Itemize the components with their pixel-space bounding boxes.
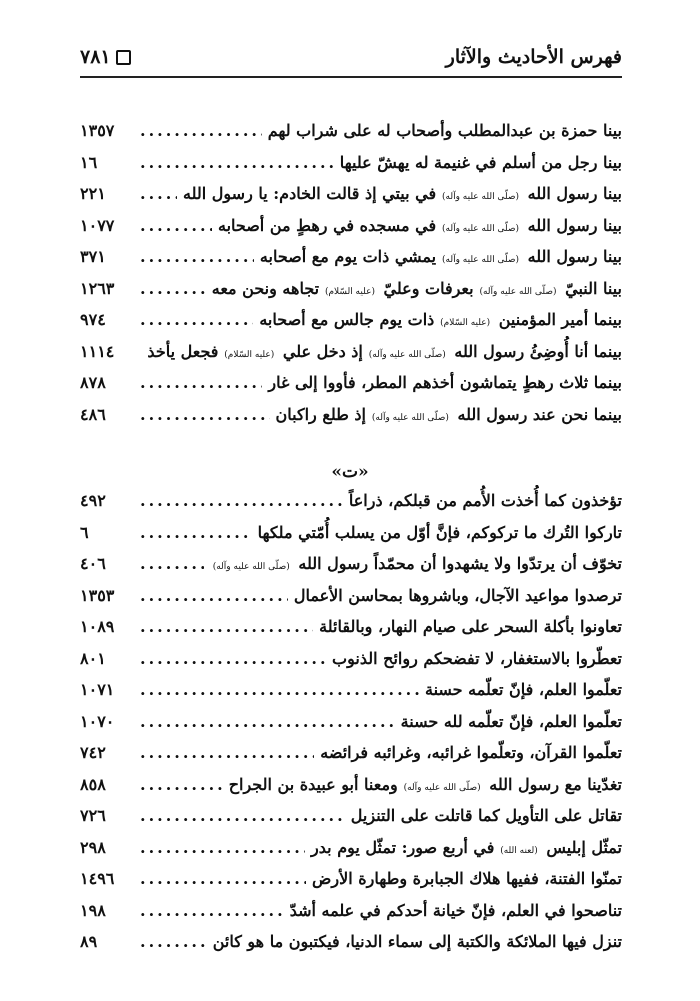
- entry-page-number: ٧٢٦: [80, 806, 106, 826]
- dot-leader: [140, 310, 253, 329]
- dot-leader: [140, 586, 288, 605]
- entry-page-number: ٨٧٨: [80, 373, 106, 393]
- entry-segment: إذ دخل علي: [277, 341, 363, 361]
- index-entry: [80, 210, 622, 242]
- entry-text: [311, 838, 622, 857]
- page-number: [80, 46, 131, 68]
- entry-segment: تاركوا التُرك ما تركوكم، فإنَّ أوّل من يسلب أُمّتي ملكها: [257, 522, 622, 542]
- entry-segment: في بيتي إذ قالت الخادم: يا رسول الله: [183, 184, 437, 204]
- entry-segment: يمشي ذات يوم مع أصحابه: [259, 247, 437, 267]
- entry-segment: ترصدوا مواعيد الآجال، وباشروها بمحاسن الأعمال: [293, 585, 622, 605]
- index-list-b: [80, 115, 622, 430]
- entry-page-number: ٤٩٢: [80, 491, 106, 511]
- entry-segment: تجاهه ونحن معه: [211, 278, 320, 298]
- entry-page-number: ١٠٧١: [80, 680, 115, 700]
- dot-leader: [140, 838, 305, 857]
- page-header: [80, 44, 622, 74]
- entry-segment: في مسجده في رهطٍ من أصحابه: [217, 215, 437, 235]
- honorific: (لعنه الله): [497, 845, 538, 856]
- entry-page-number: ٢٩٨: [80, 837, 106, 857]
- entry-text: [268, 373, 622, 392]
- honorific: (صلّى الله عليه وآله): [439, 255, 520, 266]
- dot-leader: [140, 680, 419, 699]
- index-entry: [80, 147, 622, 179]
- entry-segment: تعلّموا القرآن، وتعلّموا غرائبه، وغرائبه فرائضه: [320, 743, 622, 763]
- dot-leader: [140, 491, 343, 510]
- index-entry: [80, 485, 622, 517]
- index-entry: [80, 737, 622, 769]
- honorific: (صلّى الله عليه وآله): [400, 782, 481, 793]
- entry-page-number: ٨٩: [80, 932, 98, 952]
- entry-text: [147, 342, 622, 361]
- honorific: (صلّى الله عليه وآله): [439, 223, 520, 234]
- entry-text: [258, 523, 622, 542]
- dot-leader: [140, 617, 313, 636]
- entry-page-number: ١٤٩٦: [80, 869, 115, 889]
- entry-segment: بينا رجل من أسلم في غنيمة له يهشّ عليها: [339, 152, 622, 172]
- entry-segment: تؤخذون كما أُخذت الأُمم من قبلكم، ذراعاً: [348, 491, 622, 511]
- entry-page-number: ١٠٧٠: [80, 711, 115, 731]
- index-entry: [80, 706, 622, 738]
- entry-segment: تناصحوا في العلم، فإنّ خيانة أحدكم في علمه أشدّ: [289, 900, 622, 920]
- entry-text: [276, 405, 623, 424]
- entry-text: [349, 491, 622, 510]
- index-entry: [80, 241, 622, 273]
- dot-leader: [140, 247, 254, 266]
- entry-segment: بينا رسول الله: [522, 247, 622, 267]
- dot-leader: [140, 775, 223, 794]
- index-entry: [80, 863, 622, 895]
- entry-page-number: ٦: [80, 522, 89, 542]
- index-entry: [80, 769, 622, 801]
- index-entry: [80, 611, 622, 643]
- entry-segment: بعرفات وعليّ: [377, 278, 474, 298]
- honorific: (عليه السّلام): [221, 349, 275, 360]
- entry-segment: بينما ثلاث رهطٍ يتماشون أخذهم المطر، فأووا إلى غار: [268, 373, 622, 393]
- honorific: (عليه السّلام): [437, 318, 491, 329]
- entry-text: [259, 310, 622, 329]
- entry-segment: تخوّف أن يرتدّوا ولا يشهدوا أن محمّداً رسول الله: [292, 554, 622, 574]
- entry-page-number: ٤٨٦: [80, 404, 106, 424]
- dot-leader: [140, 712, 395, 731]
- entry-segment: تغدّينا مع رسول الله: [483, 774, 622, 794]
- index-entry: [80, 178, 622, 210]
- honorific: (صلّى الله عليه وآله): [476, 286, 557, 297]
- entry-page-number: ٨٥٨: [80, 774, 106, 794]
- index-entry: [80, 273, 622, 305]
- dot-leader: [140, 342, 141, 361]
- index-entry: [80, 304, 622, 336]
- index-entry: [80, 336, 622, 368]
- entry-page-number: ١٣٥٧: [80, 121, 115, 141]
- dot-leader: [140, 901, 284, 920]
- entry-segment: ذات يوم جالس مع أصحابه: [259, 310, 435, 330]
- index-entry: [80, 548, 622, 580]
- dot-leader: [140, 373, 262, 392]
- entry-segment: ومعنا أبو عبيدة بن الجراح: [228, 774, 398, 794]
- entry-text: [340, 153, 622, 172]
- honorific: (صلّى الله عليه وآله): [439, 192, 520, 203]
- dot-leader: [140, 649, 326, 668]
- dot-leader: [140, 279, 206, 298]
- entry-segment: بينا رسول الله: [522, 184, 622, 204]
- honorific: (صلّى الله عليه وآله): [212, 562, 290, 573]
- dot-leader: [140, 932, 207, 951]
- dot-leader: [140, 184, 177, 203]
- dot-leader: [140, 153, 334, 172]
- entry-segment: تعطّروا بالاستغفار، لا تفضحكم روائح الذنوب: [332, 648, 622, 668]
- running-title: فهرس الأحاديث والآثار: [445, 46, 622, 68]
- entry-page-number: ١٠٨٩: [80, 617, 115, 637]
- entry-segment: تمثّل إبليس: [540, 837, 622, 857]
- entry-text: [294, 586, 622, 605]
- entry-text: [229, 775, 622, 794]
- entry-segment: تعلّموا العلم، فإنّ تعلّمه حسنة: [425, 680, 622, 700]
- entry-page-number: ١٩٨: [80, 900, 106, 920]
- entry-text: [268, 121, 622, 140]
- entry-page-number: ٢٢١: [80, 184, 106, 204]
- dot-leader: [140, 523, 252, 542]
- honorific: (عليه السّلام): [322, 286, 375, 297]
- entry-page-number: ١٦: [80, 152, 98, 172]
- dot-leader: [140, 405, 270, 424]
- honorific: (صلّى الله عليه وآله): [369, 412, 449, 423]
- entry-segment: تنزل فيها الملائكة والكتبة إلى سماء الدنيا، فيكتبون ما هو كائن: [212, 932, 622, 952]
- index-entry: [80, 367, 622, 399]
- header-rule: [80, 76, 622, 78]
- entry-segment: بينما نحن عند رسول الله: [451, 404, 622, 424]
- entry-segment: تعاونوا بأكلة السحر على صيام النهار، وبالقائلة: [319, 617, 622, 637]
- entry-page-number: ١١١٤: [80, 341, 115, 361]
- entry-text: [312, 869, 622, 888]
- entry-text: [332, 649, 622, 668]
- index-entry: [80, 926, 622, 958]
- entry-segment: بينما أنا أُوضِئُ رسول الله: [448, 341, 622, 361]
- honorific: (صلّى الله عليه وآله): [365, 349, 446, 360]
- entry-page-number: ١٠٧٧: [80, 215, 115, 235]
- entry-text: [213, 932, 622, 951]
- index-entry: [80, 517, 622, 549]
- dot-leader: [140, 121, 262, 140]
- index-entry: [80, 674, 622, 706]
- entry-text: [319, 617, 622, 636]
- index-entry: [80, 399, 622, 431]
- section-heading-t: «ت»: [331, 462, 369, 482]
- entry-page-number: ٧٤٢: [80, 743, 106, 763]
- index-entry: [80, 832, 622, 864]
- entry-text: [290, 901, 622, 920]
- dot-leader: [140, 806, 345, 825]
- entry-page-number: ٨٠١: [80, 648, 106, 668]
- entry-text: [218, 216, 622, 235]
- dot-leader: [140, 869, 306, 888]
- page-number-text: ٧٨١: [80, 46, 111, 68]
- entry-page-number: ٣٧١: [80, 247, 106, 267]
- index-entry: [80, 580, 622, 612]
- entry-text: [320, 743, 622, 762]
- entry-segment: بينما أمير المؤمنين: [493, 310, 622, 330]
- entry-page-number: ١٣٥٣: [80, 585, 115, 605]
- entry-segment: بينا النبيّ: [559, 278, 622, 298]
- entry-text: [401, 712, 622, 731]
- entry-text: [351, 806, 622, 825]
- entry-segment: بينا حمزة بن عبدالمطلب وأصحاب له على شراب لهم: [267, 121, 622, 141]
- entry-page-number: ٤٠٦: [80, 554, 106, 574]
- index-entry: [80, 115, 622, 147]
- index-entry: [80, 895, 622, 927]
- index-list-t: [80, 485, 622, 958]
- square-box-icon: [116, 50, 131, 65]
- index-entry: [80, 643, 622, 675]
- entry-segment: في أربع صور: تمثّل يوم بدر: [311, 837, 495, 857]
- entry-segment: تمنّوا الفتنة، ففيها هلاك الجبابرة وطهارة الأرض: [312, 869, 622, 889]
- entry-text: [183, 184, 622, 203]
- dot-leader: [140, 743, 314, 762]
- entry-text: [425, 680, 622, 699]
- index-entry: [80, 800, 622, 832]
- entry-text: [212, 279, 622, 298]
- entry-segment: تقاتل على التأويل كما قاتلت على التنزيل: [350, 806, 622, 826]
- entry-segment: تعلّموا العلم، فإنّ تعلّمه لله حسنة: [400, 711, 622, 731]
- dot-leader: [140, 216, 212, 235]
- entry-text: [260, 247, 622, 266]
- entry-page-number: ٩٧٤: [80, 310, 106, 330]
- entry-page-number: ١٢٦٣: [80, 278, 115, 298]
- dot-leader: [140, 554, 204, 573]
- entry-segment: إذ طلع راكبان: [275, 404, 366, 424]
- entry-text: [210, 554, 622, 573]
- entry-segment: بينا رسول الله: [522, 215, 622, 235]
- entry-segment: فجعل يأخذ: [147, 341, 219, 361]
